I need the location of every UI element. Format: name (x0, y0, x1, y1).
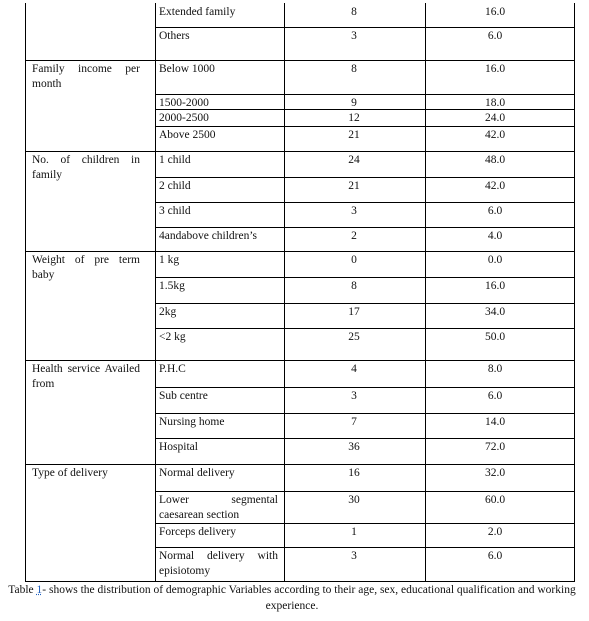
caption-text: - shows the distribution of demographic Variables according to their age, sex, educational qualification and working experience. (42, 584, 576, 612)
percentage-cell: 14.0 (484, 416, 506, 428)
category-cell: Below 1000 (159, 63, 215, 75)
category-cell: 1 kg (159, 254, 180, 266)
percentage-cell: 50.0 (484, 331, 506, 343)
demographic-table (25, 3, 575, 583)
percentage-cell: 48.0 (484, 154, 506, 166)
percentage-cell: 24.0 (484, 112, 506, 124)
variable-label: Type of delivery (32, 467, 108, 479)
variable-label: Weight of pre term baby (32, 254, 140, 281)
category-cell: 2 child (159, 180, 191, 192)
category-cell: Normal delivery with episiotomy (159, 550, 278, 577)
category-cell: Normal delivery (159, 467, 235, 479)
row-divider (155, 27, 575, 28)
table-caption (0, 582, 589, 614)
group-divider (25, 251, 575, 252)
group-divider (25, 360, 575, 361)
category-cell: Lower segmental caesarean section (159, 494, 278, 521)
row-divider (155, 547, 575, 548)
percentage-cell: 34.0 (484, 306, 506, 318)
percentage-cell: 6.0 (487, 30, 503, 42)
frequency-cell: 3 (351, 205, 357, 217)
percentage-cell: 4.0 (487, 230, 503, 242)
percentage-cell: 60.0 (484, 494, 506, 506)
frequency-cell: 16 (348, 467, 360, 479)
frequency-cell: 36 (348, 441, 360, 453)
frequency-cell: 1 (351, 526, 357, 538)
category-cell: Above 2500 (159, 129, 216, 141)
percentage-cell: 16.0 (484, 63, 506, 75)
frequency-cell: 8 (351, 6, 357, 18)
frequency-cell: 9 (351, 97, 357, 109)
frequency-cell: 0 (351, 254, 357, 266)
row-divider (155, 277, 575, 278)
percentage-cell: 18.0 (484, 97, 506, 109)
percentage-cell: 8.0 (487, 363, 503, 375)
frequency-cell: 3 (351, 30, 357, 42)
frequency-cell: 3 (351, 390, 357, 402)
frequency-cell: 3 (351, 550, 357, 562)
category-cell: Hospital (159, 441, 198, 453)
row-divider (155, 491, 575, 492)
frequency-cell: 8 (351, 63, 357, 75)
group-divider (25, 151, 575, 152)
row-divider (155, 438, 575, 439)
row-divider (155, 202, 575, 203)
percentage-cell: 6.0 (487, 550, 503, 562)
row-divider (155, 523, 575, 524)
caption-table-number[interactable]: 1 (36, 584, 43, 596)
row-divider (155, 177, 575, 178)
row-divider (155, 126, 575, 127)
percentage-cell: 2.0 (487, 526, 503, 538)
row-divider (155, 387, 575, 388)
row-divider (155, 413, 575, 414)
group-divider (25, 464, 575, 465)
percentage-cell: 42.0 (484, 180, 506, 192)
frequency-cell: 25 (348, 331, 360, 343)
category-cell: 3 child (159, 205, 191, 217)
frequency-cell: 8 (351, 280, 357, 292)
category-cell: Forceps delivery (159, 526, 236, 538)
variable-label: Family income per month (32, 63, 140, 90)
percentage-cell: 32.0 (484, 467, 506, 479)
frequency-cell: 24 (348, 154, 360, 166)
frequency-cell: 4 (351, 363, 357, 375)
category-cell: <2 kg (159, 331, 186, 343)
row-divider (155, 303, 575, 304)
frequency-cell: 21 (348, 180, 360, 192)
row-divider (155, 94, 575, 95)
category-cell: 2000-2500 (159, 112, 209, 124)
category-cell: Extended family (159, 6, 236, 18)
category-cell: 1500-2000 (159, 97, 209, 109)
table-vline-4 (574, 3, 575, 581)
percentage-cell: 72.0 (484, 441, 506, 453)
category-cell: 2kg (159, 306, 177, 318)
percentage-cell: 6.0 (487, 205, 503, 217)
frequency-cell: 12 (348, 112, 360, 124)
category-cell: P.H.C (159, 363, 186, 375)
frequency-cell: 17 (348, 306, 360, 318)
category-cell: 4andabove children’s (159, 230, 258, 242)
percentage-cell: 0.0 (487, 254, 503, 266)
percentage-cell: 16.0 (484, 280, 506, 292)
category-cell: Others (159, 30, 190, 42)
group-divider (25, 60, 575, 61)
category-cell: 1.5kg (159, 280, 185, 292)
category-cell: Nursing home (159, 416, 225, 428)
frequency-cell: 21 (348, 129, 360, 141)
caption-prefix: Table (8, 584, 37, 596)
category-cell: Sub centre (159, 390, 208, 402)
table-vline-0 (25, 3, 26, 581)
variable-label: No. of children in family (32, 154, 140, 181)
row-divider (155, 109, 575, 110)
row-divider (155, 328, 575, 329)
frequency-cell: 2 (351, 230, 357, 242)
percentage-cell: 42.0 (484, 129, 506, 141)
percentage-cell: 6.0 (487, 390, 503, 402)
category-cell: 1 child (159, 154, 191, 166)
frequency-cell: 30 (348, 494, 360, 506)
variable-label: Health service Availed from (32, 363, 140, 390)
row-divider (155, 227, 575, 228)
frequency-cell: 7 (351, 416, 357, 428)
percentage-cell: 16.0 (484, 6, 506, 18)
